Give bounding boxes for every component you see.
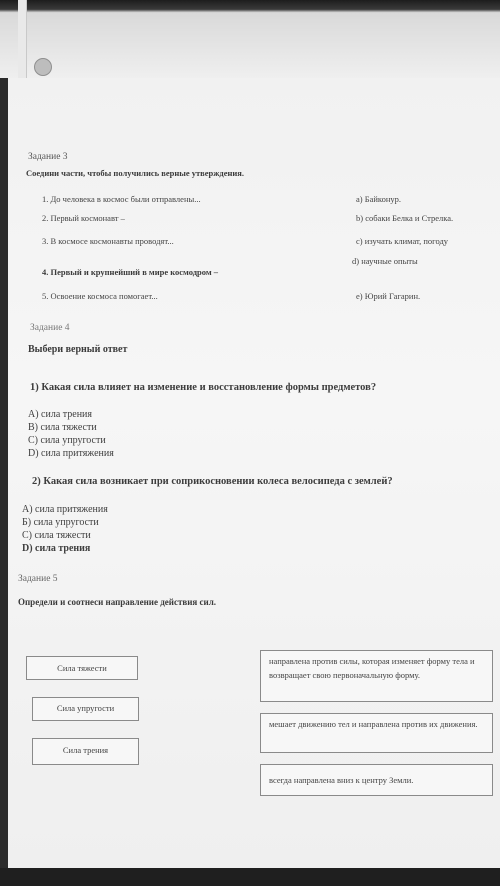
q1-option-b: B) сила тяжести	[28, 422, 97, 433]
task3-right-a: а) Байконур.	[356, 194, 402, 204]
q2-option-c: C) сила тяжести	[22, 530, 91, 541]
task3-left-4: 4. Первый и крупнейший в мире космодром –	[42, 267, 219, 277]
q2-option-d: D) сила трения	[22, 543, 91, 554]
description-text: всегда направлена вниз к центру Земли.	[269, 775, 414, 785]
force-label: Сила упругости	[56, 703, 115, 713]
plastic-sleeve	[0, 0, 500, 78]
q2-option-b: Б) сила упругости	[22, 517, 99, 528]
task3-right-e: e) Юрий Гагарин.	[356, 291, 421, 301]
task5-title: Задание 5	[18, 574, 58, 584]
task3-left-5: 5. Освоение космоса помогает...	[42, 291, 158, 301]
task3-right-b: b) собаки Белка и Стрелка.	[356, 213, 454, 223]
force-box-gravity	[26, 656, 138, 680]
q2-option-a: A) сила притяжения	[22, 504, 108, 515]
description-box-2	[260, 713, 493, 753]
force-label: Сила тяжести	[57, 663, 107, 673]
force-label: Сила трения	[62, 745, 109, 755]
force-box-elasticity	[32, 697, 139, 721]
description-text: мешает движению тел и направлена против их движения.	[269, 719, 478, 729]
description-box-1	[260, 650, 493, 702]
dark-background-strip	[0, 868, 500, 886]
force-box-friction	[32, 738, 139, 765]
sleeve-edge	[18, 0, 27, 78]
task5-instruction: Определи и соотнеси направление действия сил.	[18, 597, 217, 607]
description-box-3	[260, 764, 493, 796]
task4-subtitle: Выбери верный ответ	[28, 344, 128, 355]
task4-question-1: 1) Какая сила влияет на изменение и восстановление формы предметов?	[30, 382, 377, 393]
task3-left-1: 1. До человека в космос были отправлены...	[42, 194, 201, 204]
task3-right-c: c) изучать климат, погоду	[356, 236, 449, 246]
task3-left-2: 2. Первый космонавт –	[42, 213, 125, 223]
q1-option-c: C) сила упругости	[28, 435, 106, 446]
punch-hole	[34, 58, 52, 76]
task3-title: Задание 3	[28, 152, 68, 162]
q1-option-a: A) сила трения	[28, 409, 93, 420]
description-text: направлена против силы, которая изменяет форму тела и возвращает свою первоначальную форму.	[269, 656, 475, 680]
task3-right-d: d) научные опыты	[352, 256, 418, 266]
q1-option-d: D) сила притяжения	[28, 448, 114, 459]
task4-question-2: 2) Какая сила возникает при соприкосновении колеса велосипеда с землей?	[32, 476, 393, 487]
task4-title: Задание 4	[30, 323, 70, 333]
task3-left-3: 3. В космосе космонавты проводят...	[42, 236, 174, 246]
task3-instruction: Соедини части, чтобы получились верные утверждения.	[26, 168, 245, 178]
